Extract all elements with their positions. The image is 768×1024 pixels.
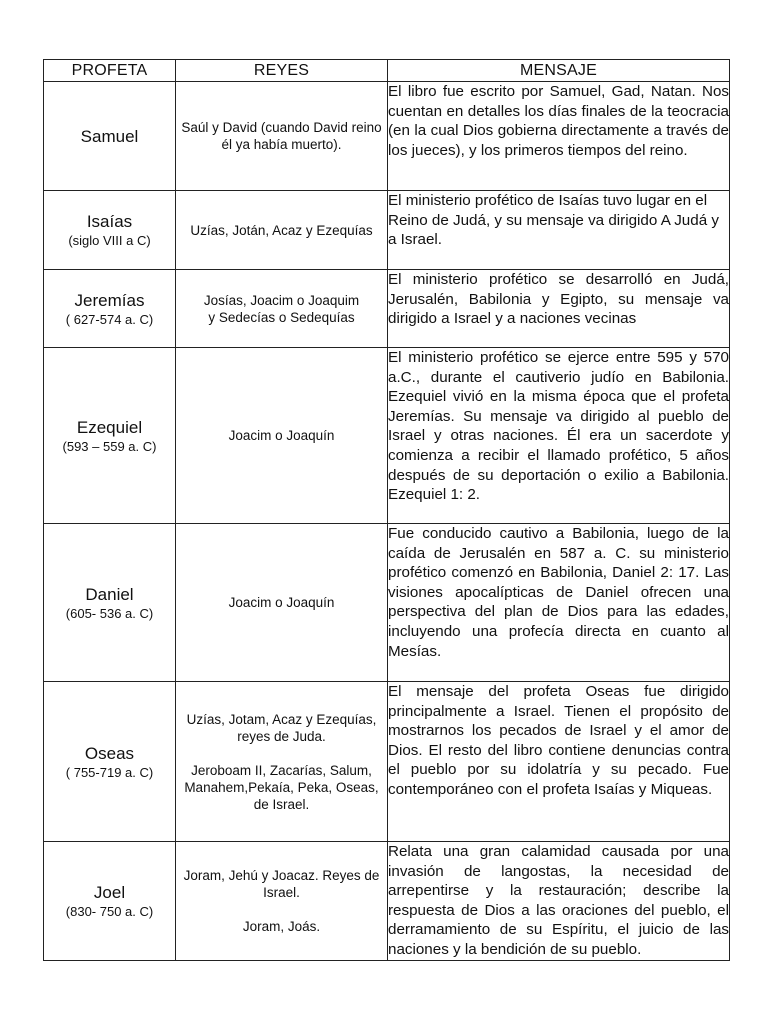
prophet-name: Ezequiel <box>76 417 143 437</box>
reyes-cell <box>176 348 388 524</box>
kings-text: Joram, Jehú y Joacaz. Reyes de Israel. <box>183 868 380 900</box>
mensaje-cell: Relata una gran calamidad causada por una invasión de langostas, la necesidad de arrepentirse y la restauración; describe la respuesta de Dios a las oraciones del pueblo, el derramamiento de su Espíritu, el juicio de las naciones y la bendición de su pueblo. <box>388 842 730 961</box>
reyes-cell <box>176 842 388 961</box>
kings-text: y Sedecías o Sedequías <box>208 309 355 325</box>
kings-text: Jeroboam II, Zacarías, Salum, Manahem,Pekaía, Peka, Oseas, de Israel. <box>184 762 379 812</box>
kings-text: Saúl y David (cuando David reino él ya había muerto). <box>181 120 382 152</box>
prophet-name: Jeremías <box>74 290 145 310</box>
table-row-joel <box>44 842 730 961</box>
reyes-cell <box>176 82 388 191</box>
profeta-cell <box>44 348 176 524</box>
prophet-name: Daniel <box>85 584 134 604</box>
mensaje-cell: El ministerio profético de Isaías tuvo lugar en el Reino de Judá, y su mensaje va dirigido A Judá y a Israel. <box>388 191 730 270</box>
table-row-oseas <box>44 682 730 842</box>
profeta-cell <box>44 682 176 842</box>
mensaje-cell: Fue conducido cautivo a Babilonia, luego de la caída de Jerusalén en 587 a. C. su ministerio profético comenzó en Babilonia, Daniel 2: 17. Las visiones apocalípticas de Daniel ofrecen una perspectiva del plan de Dios para las edades, incluyendo una profecía directa en cuanto al Mesías. <box>388 524 730 682</box>
header-reyes: REYES <box>176 60 388 82</box>
prophet-name: Joel <box>93 883 126 902</box>
prophet-dates: (593 – 559 a. C) <box>62 438 157 454</box>
kings-text: Joacim o Joaquín <box>228 595 335 610</box>
kings-text: Joram, Joás. <box>242 919 321 934</box>
kings-text: Uzías, Jotán, Acaz y Ezequías <box>190 222 373 238</box>
prophet-name: Isaías <box>86 212 133 231</box>
prophet-dates: ( 755-719 a. C) <box>65 764 154 780</box>
reyes-cell <box>176 682 388 842</box>
kings-text: Joacim o Joaquín <box>228 428 335 443</box>
table-row-daniel <box>44 524 730 682</box>
mensaje-cell: El ministerio profético se desarrolló en Judá, Jerusalén, Babilonia y Egipto, su mensaje va dirigido a Israel y a naciones vecinas <box>388 270 730 348</box>
prophet-name: Oseas <box>84 743 135 763</box>
table-row-samuel <box>44 82 730 191</box>
mensaje-cell: El mensaje del profeta Oseas fue dirigido principalmente a Israel. Tienen el propósito de mostrarnos los pecados de Israel y el amor de Dios. El resto del libro contiene denuncias contra el pueblo por su idolatría y su pecado. Fue contemporáneo con el profeta Isaías y Miqueas. <box>388 682 730 842</box>
profeta-cell <box>44 842 176 961</box>
table-row-isaias <box>44 191 730 270</box>
table-row-ezequiel <box>44 348 730 524</box>
header-row <box>44 60 730 82</box>
header-profeta: PROFETA <box>44 60 176 82</box>
prophet-dates: ( 627-574 a. C) <box>65 311 154 327</box>
reyes-cell <box>176 191 388 270</box>
reyes-cell <box>176 270 388 348</box>
kings-text: Josías, Joacim o Joaquim <box>203 292 360 308</box>
prophet-dates: (830- 750 a. C) <box>65 904 154 919</box>
prophets-table <box>43 59 730 961</box>
reyes-cell <box>176 524 388 682</box>
prophet-name: Samuel <box>80 126 139 146</box>
mensaje-cell: El libro fue escrito por Samuel, Gad, Natan. Nos cuentan en detalles los días finales de la teocracia (en la cual Dios gobierna directamente a través de los jueces), y los primeros tiempos del reino. <box>388 82 730 191</box>
profeta-cell <box>44 524 176 682</box>
profeta-cell <box>44 82 176 191</box>
prophet-dates: (siglo VIII a C) <box>68 233 151 248</box>
mensaje-cell: El ministerio profético se ejerce entre 595 y 570 a.C., durante el cautiverio judío en Babilonia. Ezequiel vivió en la misma época que el profeta Jeremías. Su mensaje va dirigido al pueblo de Israel y otras naciones. Él era un sacerdote y comienza a recibir el llamado profético, 5 años después de su deportación o exilio a Babilonia. Ezequiel 1: 2. <box>388 348 730 524</box>
prophet-dates: (605- 536 a. C) <box>65 605 154 621</box>
profeta-cell <box>44 270 176 348</box>
table-row-jeremias <box>44 270 730 348</box>
kings-text: Uzías, Jotam, Acaz y Ezequías, reyes de Juda. <box>186 711 377 744</box>
profeta-cell <box>44 191 176 270</box>
header-mensaje: MENSAJE <box>388 60 730 82</box>
